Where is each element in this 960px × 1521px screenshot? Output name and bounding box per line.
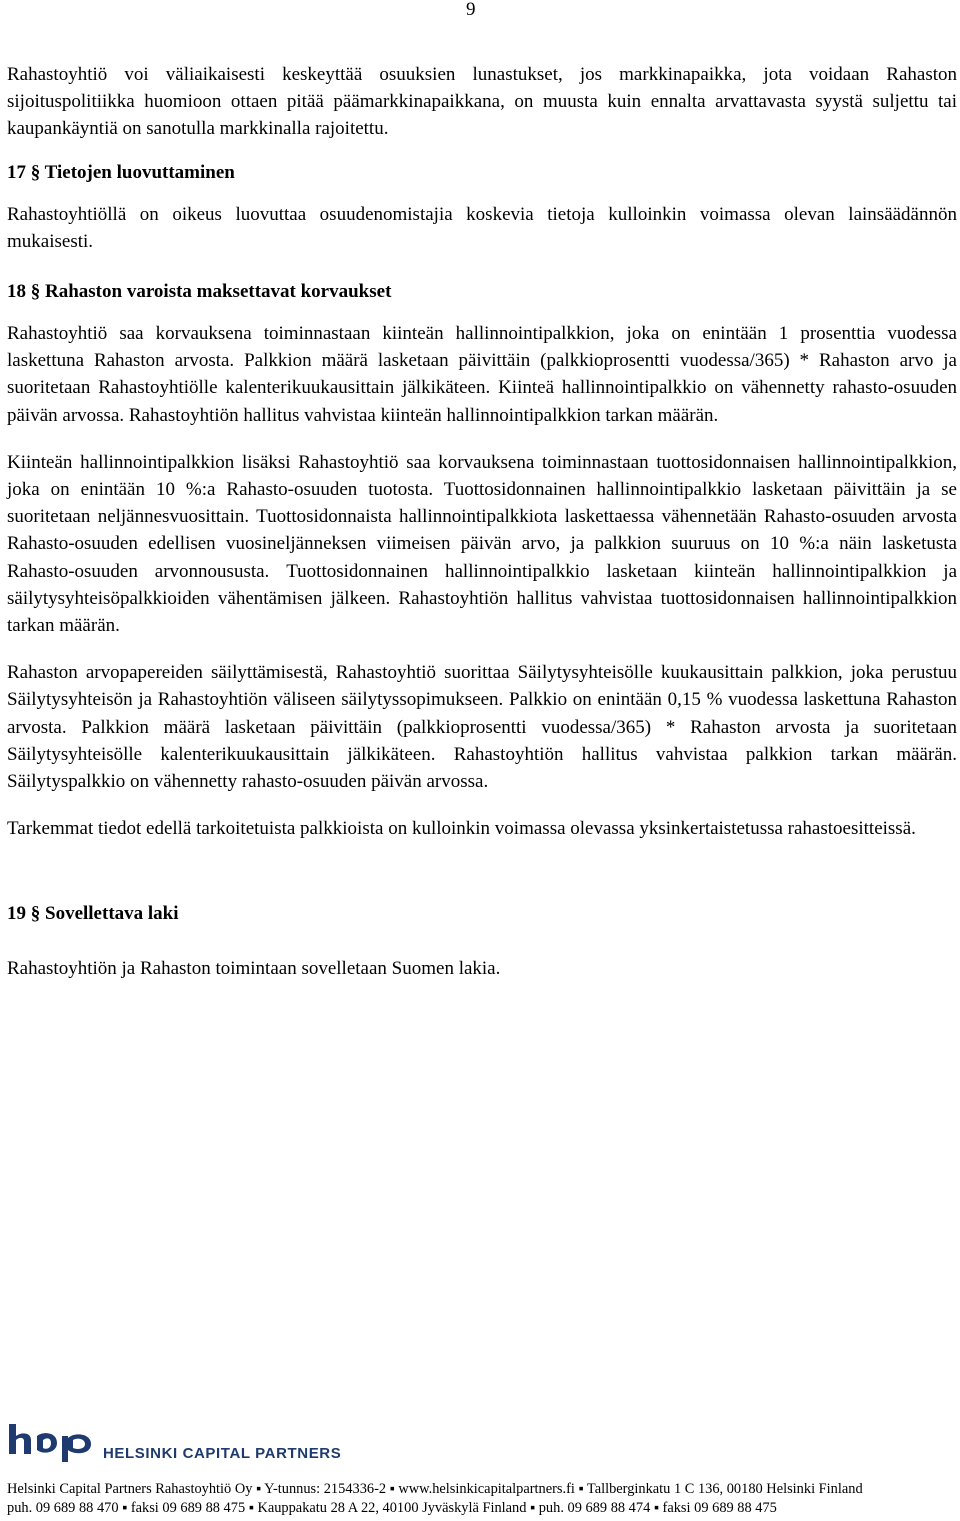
intro-paragraph: Rahastoyhtiö voi väliaikaisesti keskeyttää osuuksien lunastukset, jos markkinapaikka, jota voidaan Rahaston sijoituspolitiikka huomioon ottaen pitää päämarkkinapaikkana, on muusta kuin ennalta arvattavasta syystä suljettu tai kaupankäyntiä on sanotulla markkinalla rajoitettu.: [7, 64, 957, 140]
section-18-paragraph-2: Kiinteän hallinnointipalkkion lisäksi Rahastoyhtiö saa korvauksena toiminnastaan tuottosidonnaisen hallinnointipalkkion, joka on enintään 10 %:a Rahasto-osuuden tuotosta. Tuottosidonnainen hallinnointipalkkio lasketaan päivittäin ja se suoritetaan neljännesvuosittain. Tuottosidonnaista hallinnointipalkkiota laskettaessa vähennetään Rahasto-osuuden arvosta Rahasto-osuuden edellisen vuosineljänneksen viimeisen päivän arvo, ja palkkion suuruus on 10 %:a näin lasketusta Rahasto-osuuden arvonnousustа. Tuottosidonnainen hallinnointipalkkio lasketaan kiinteän hallinnointipalkkion ja säilytysyhteisöpalkkioiden vähentämisen jälkeen. Rahastoyhtiön hallitus vahvistaa tuottosidonnaisen hallinnointipalkkion tarkan määrän.: [7, 451, 957, 637]
document-body: [7, 61, 957, 983]
company-logo: [7, 1420, 957, 1466]
section-18-paragraph-4: Tarkemmat tiedot edellä tarkoitetuista palkkioista on kulloinkin voimassa olevassa yksinkertaistetussa rahastoesitteissä.: [7, 818, 916, 840]
section-17-heading: 17 § Tietojen luovuttaminen: [7, 161, 235, 183]
section-18-paragraph-3: Rahaston arvopapereiden säilyttämisestä, Rahastoyhtiö suorittaa Säilytysyhteisölle kuukausittain palkkion, joka perustuu Säilytysyhteisön ja Rahastoyhtiön väliseen säilytyssopimukseen. Palkkio on enintään 0,15 % vuodessa laskettuna Rahaston arvosta. Palkkion määrä lasketaan päivittäin (palkkioprosentti vuodessa/365) * Rahaston arvosta ja suoritetaan Säilytysyhteisölle kalenterikuukausittain jälkikäteen. Rahastoyhtiön hallitus vahvistaa palkkion tarkan määrän. Säilytyspalkkio on vähennetty rahasto-osuuden päivän arvossa.: [7, 662, 957, 793]
logo-text: HELSINKI CAPITAL PARTNERS: [103, 1445, 342, 1462]
footer-contact-line-2: puh. 09 689 88 470 ▪ faksi 09 689 88 475 ▪ Kauppakatu 28 A 22, 40100 Jyväskylä Finland ▪ puh. 09 689 88 474 ▪ faksi 09 689 88 475: [7, 1500, 777, 1516]
page-footer: [7, 1420, 957, 1518]
page-number: 9: [466, 0, 476, 20]
hcp-logo-icon: [7, 1422, 93, 1466]
section-17-text: Rahastoyhtiöllä on oikeus luovuttaa osuudenomistajia koskevia tietoja kulloinkin voimassa olevan lainsäädännön mukaisesti.: [7, 203, 957, 252]
section-19-heading: 19 § Sovellettava laki: [7, 903, 179, 925]
section-19-text: Rahastoyhtiön ja Rahaston toimintaan sovelletaan Suomen lakia.: [7, 958, 501, 980]
section-18-paragraph-1: Rahastoyhtiö saa korvauksena toiminnastaan kiinteän hallinnointipalkkion, joka on enintään 1 prosenttia vuodessa laskettuna Rahaston arvosta. Palkkion määrä lasketaan päivittäin (palkkioprosentti vuodessa/365) * Rahaston arvo ja suoritetaan Rahastoyhtiölle kalenterikuukausittain jälkikäteen. Kiinteä hallinnointipalkkio on vähennetty rahasto-osuuden päivän arvossa. Rahastoyhtiön hallitus vahvistaa kiinteän hallinnointipalkkion tarkan määrän.: [7, 323, 957, 426]
footer-contact-line-1: Helsinki Capital Partners Rahastoyhtiö Oy ▪ Y-tunnus: 2154336-2 ▪ www.helsinkicapitalpartners.fi ▪ Tallberginkatu 1 C 136, 00180 Helsinki Finland: [7, 1481, 863, 1497]
section-18-heading: 18 § Rahaston varoista maksettavat korvaukset: [7, 281, 392, 303]
